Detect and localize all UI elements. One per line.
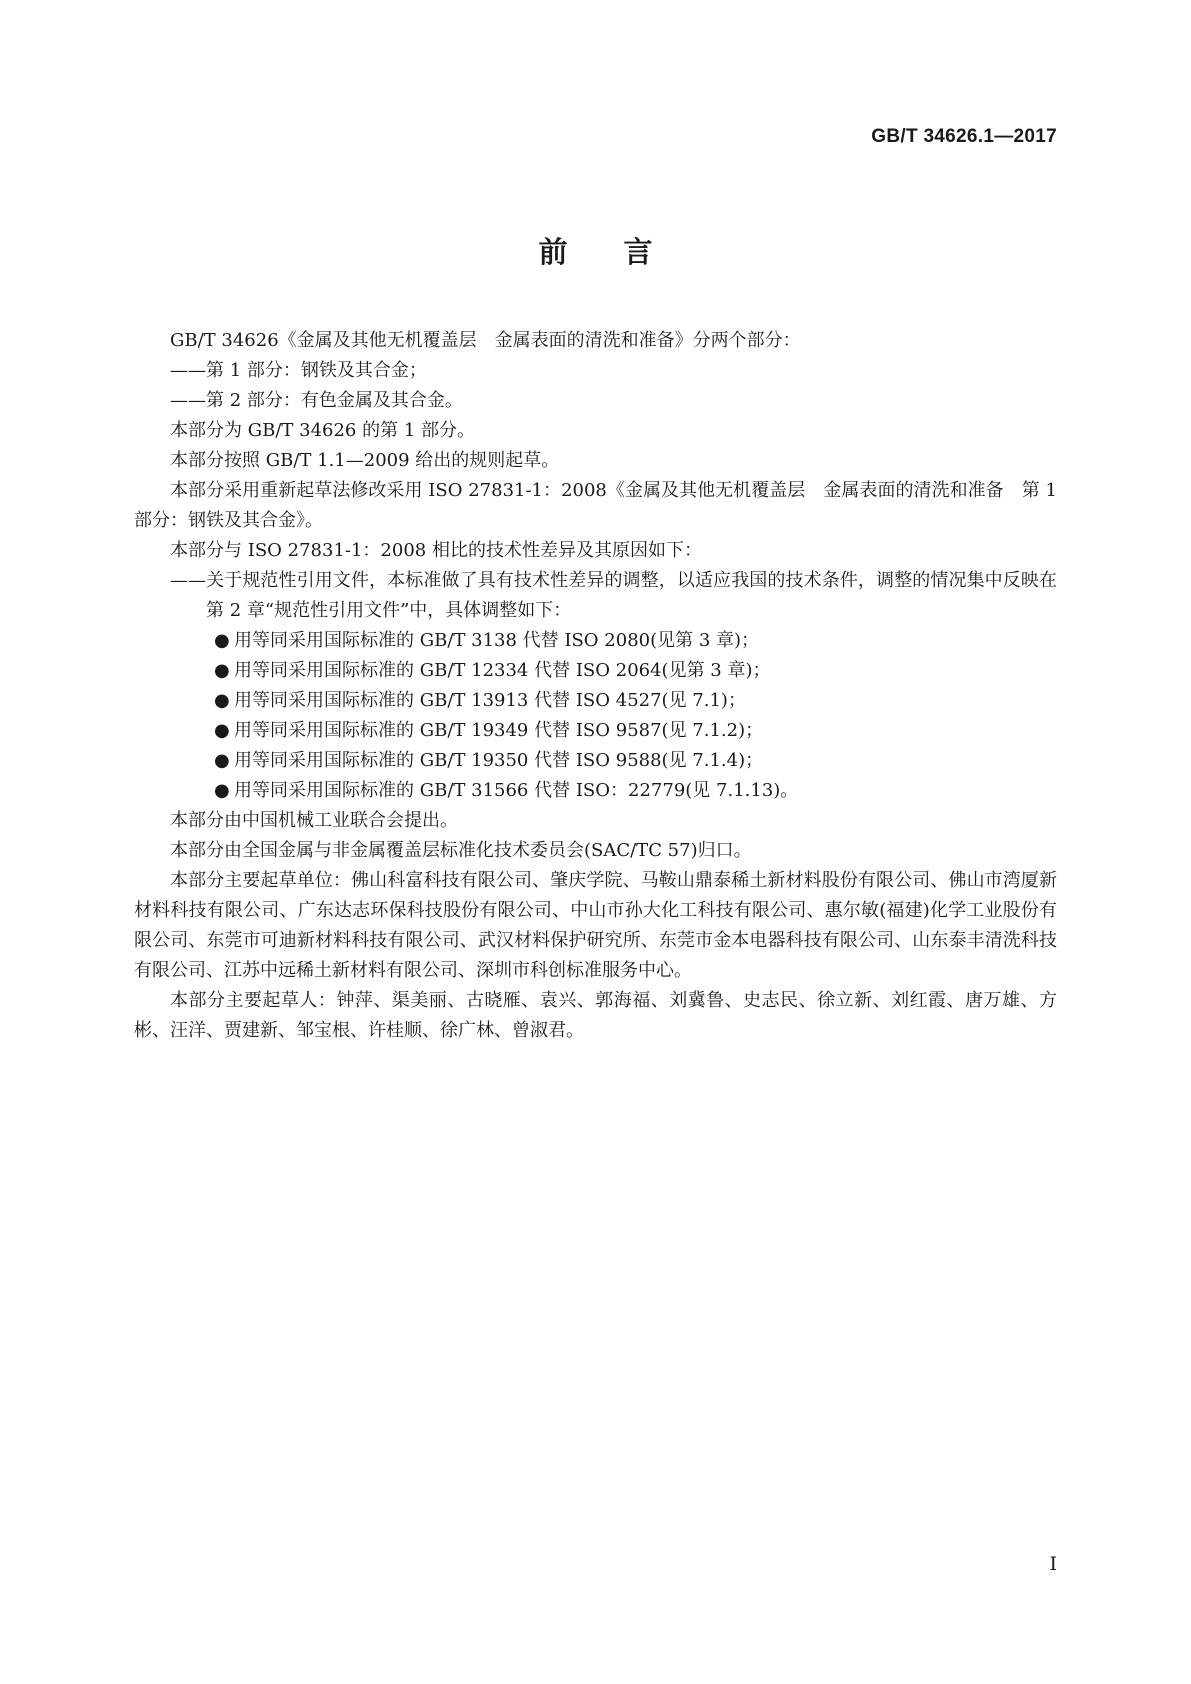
paragraph-intro: GB/T 34626《金属及其他无机覆盖层 金属表面的清洗和准备》分两个部分： [170,330,801,351]
bullet-icon: ● [214,690,230,711]
part-list-item-2: ——第 2 部分：有色金属及其合金。 [170,390,463,411]
paragraph-adoption: 本部分采用重新起草法修改采用 ISO 27831-1：2008《金属及其他无机覆盖层 金属表面的清洗和准备 第 1 部分：钢铁及其合金》。 [134,480,1057,531]
bullet-icon: ● [214,660,230,681]
paragraph-committee: 本部分由全国金属与非金属覆盖层标准化技术委员会(SAC/TC 57)归口。 [170,840,752,861]
page-number: I [1049,1553,1057,1575]
list-item [134,656,1057,686]
page-title: 前言 [538,235,709,269]
difference-item: ——关于规范性引用文件，本标准做了具有技术性差异的调整，以适应我国的技术条件，调整的情况集中反映在第 2 章“规范性引用文件”中，具体调整如下： [170,570,1057,621]
list-item-text: 用等同采用国际标准的 GB/T 3138 代替 ISO 2080(见第 3 章)； [234,630,760,651]
paragraph-drafting-units: 本部分主要起草单位：佛山科富科技有限公司、肇庆学院、马鞍山鼎泰稀土新材料股份有限公司、佛山市湾厦新材料科技有限公司、广东达志环保科技股份有限公司、中山市孙大化工科技有限公司、惠尔敏(福建)化学工业股份有限公司、东莞市可迪新材料科技有限公司、武汉材料保护研究所、东莞市金本电器科技有限公司、山东泰丰清洗科技有限公司、江苏中远稀土新材料有限公司、深圳市科创标准服务中心。 [134,870,1057,981]
list-item [134,776,1057,806]
paragraph-part-statement: 本部分为 GB/T 34626 的第 1 部分。 [170,420,475,441]
paragraph-drafters: 本部分主要起草人：钟萍、渠美丽、古晓雁、袁兴、郭海福、刘冀鲁、史志民、徐立新、刘红霞、唐万雄、方彬、汪洋、贾建新、邹宝根、许桂顺、徐广林、曾淑君。 [134,990,1057,1041]
list-item-text: 用等同采用国际标准的 GB/T 13913 代替 ISO 4527(见 7.1)； [234,690,746,711]
document-number: GB/T 34626.1—2017 [871,126,1057,147]
paragraph-proposer: 本部分由中国机械工业联合会提出。 [170,810,458,831]
bullet-icon: ● [214,780,230,801]
list-item [134,746,1057,776]
bullet-icon: ● [214,750,230,771]
list-item-text: 用等同采用国际标准的 GB/T 19350 代替 ISO 9588(见 7.1.4)； [234,750,764,771]
list-item-text: 用等同采用国际标准的 GB/T 12334 代替 ISO 2064(见第 3 章)； [234,660,771,681]
list-item [134,686,1057,716]
bullet-icon: ● [214,630,230,651]
foreword-body [134,326,1057,1046]
list-item-text: 用等同采用国际标准的 GB/T 19349 代替 ISO 9587(见 7.1.2)； [234,720,764,741]
bullet-icon: ● [214,720,230,741]
list-item [134,716,1057,746]
part-list-item-1: ——第 1 部分：钢铁及其合金； [170,360,427,381]
list-item-text: 用等同采用国际标准的 GB/T 31566 代替 ISO：22779(见 7.1.13)。 [234,780,799,801]
paragraph-drafting-rules: 本部分按照 GB/T 1.1—2009 给出的规则起草。 [170,450,560,471]
list-item [134,626,1057,656]
paragraph-differences: 本部分与 ISO 27831-1：2008 相比的技术性差异及其原因如下： [170,540,702,561]
